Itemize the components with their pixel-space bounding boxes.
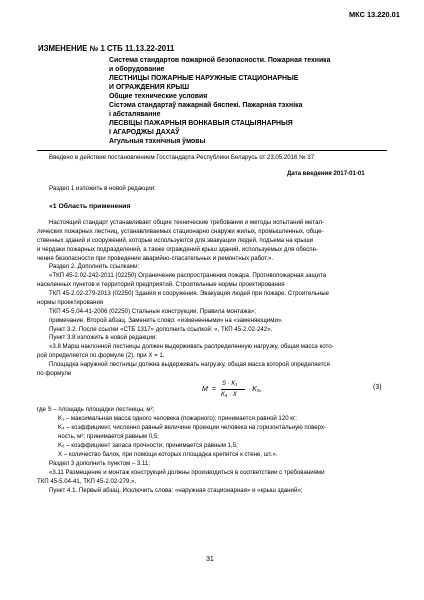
where-line: X – количество балок, при помощи которых площадка крепится к стене, шт.».: [58, 451, 278, 458]
title-by-line: Сістэма стандартаў пажарнай бяспекі. Пажарная тэхніка: [109, 102, 303, 109]
title-by-line: Агульныя тэхнічныя ўмовы: [109, 137, 206, 145]
reference-line: населенных пунктов и территорий предприятий. Строительные нормы проектирования: [37, 281, 285, 288]
note-line: примечание. Второй абзац. Заменить слово: «измененными» на «заменяющими».: [49, 317, 283, 324]
title-ru-line: Система стандартов пожарной безопасности. Пожарная техника: [109, 57, 331, 64]
where-line: K₄ – коэффициент, численно равный величине проекции человека на горизонтальную поверх-: [58, 424, 327, 431]
section2-add: Раздел 2. Дополнить ссылками:: [49, 263, 140, 270]
standard-code: МКС 13.220.01: [349, 10, 400, 19]
effective-notice: Введено в действие постановлением Госстандарта Республики Беларусь от 23.05.2016 № 37: [49, 154, 315, 161]
section1-intro: Раздел 1 изложить в новой редакции:: [49, 185, 156, 192]
scope-line: чения безопасности при проведении аварийно-спасательных и ремонтных работ.».: [37, 255, 274, 262]
reference-line: ТКП 45-5.04-41-2006 (02250) Стальные конструкции. Правила монтажа»;: [49, 308, 256, 315]
title-ru-line: Общие технические условия: [109, 92, 208, 100]
where-line: ность, м²; принимается равным 0,5;: [58, 433, 159, 440]
formula-tail: · K₅,: [248, 386, 262, 393]
reference-line: нормы проектирования: [37, 299, 104, 306]
where-line: K₅ – коэффициент запаса прочности; принимается равным 1,5;: [58, 442, 238, 449]
where-line: K₁ – максимальная масса одного человека (пожарного); принимается равной 120 кг;: [58, 415, 297, 422]
clause-3-8-intro: Пункт 3.8 изложить в новой редакции:: [49, 334, 157, 341]
clause-4-1: Пункт 4.1. Первый абзац. Исключить слова: «наружная стационарная» и «крыш зданий»;: [49, 487, 303, 494]
introduction-date: Дата введения 2017-01-01: [287, 170, 365, 177]
page-number: 31: [206, 556, 214, 563]
section1-heading: «1 Область применения: [49, 203, 131, 210]
formula-denominator: K₄ · X: [221, 392, 237, 398]
section3-add: Раздел 3 дополнить пунктом – 3.11:: [49, 460, 151, 467]
amendment-title: ИЗМЕНЕНИЕ № 1 СТБ 11.13.22-2011: [38, 44, 175, 53]
clause-3-11-line: «3.11 Размещение и монтаж конструкций должны производиться в соответствии с требованиями: [49, 469, 325, 476]
scope-line: и чердаки пожарных подразделений, а также ограждений крыш зданий, используемых для обеспе-: [37, 246, 318, 253]
clause-3-8-line: рой определяется по формуле (2), при X = 1.: [37, 352, 165, 359]
scope-line: ственных зданий и сооружений, которые используются для эвакуации людей, подъема на крыши: [37, 237, 314, 244]
clause-3-8-line: по формуле: [37, 370, 72, 377]
title-ru-line: И ОГРАЖДЕНИЯ КРЫШ: [109, 83, 190, 91]
title-ru-line: ЛЕСТНИЦЫ ПОЖАРНЫЕ НАРУЖНЫЕ СТАЦИОНАРНЫЕ: [109, 74, 299, 82]
reference-line: ТКП 45-2.02-279-2013 (02250) Здания и сооружения. Эвакуация людей при пожаре. Строительные: [49, 290, 330, 297]
title-by-line: ЛЕСВІЦЫ ПАЖАРНЫЯ ВОНКАВЫЯ СТАЦЫЯНАРНЫЯ: [109, 119, 293, 127]
formula-numerator: S · K₁: [222, 381, 238, 387]
title-by-line: І АГАРОДЖЫ ДАХАЎ: [109, 128, 180, 136]
formula-lhs: M: [202, 386, 208, 393]
scope-line: Настоящий стандарт устанавливает общие технические требования и методы испытаний метал-: [49, 219, 325, 226]
formula-eq: =: [212, 386, 217, 393]
where-line: где S – площадь площадки лестницы, м²;: [37, 406, 155, 413]
reference-line: «ТКП 45-2.02-242-2011 (02250) Ограничение распространения пожара. Противопожарная защита: [49, 272, 327, 279]
clause-3-8-line: «3.8 Марш наклонной лестницы должен выдерживать распределенную нагрузку, общая масса кото-: [49, 343, 334, 350]
clause-3-2: Пункт 3.2. После ссылки «СТБ 1317» дополнить ссылкой: «, ТКП 45-2.02-242».: [49, 326, 273, 333]
fraction-bar: [221, 389, 245, 390]
title-by-line: і абсталяванне: [109, 110, 161, 118]
clause-3-8-line: Площадка наружной лестницы должна выдерживать нагрузку, общая масса которой определяется: [49, 361, 330, 368]
formula-number: (3): [373, 384, 382, 391]
clause-3-11-line: ТКП 45-5.04-41, ТКП 45-2.02-279.».: [37, 478, 137, 485]
scope-line: лических пожарных лестниц, устанавливаемых стационарно снаружи жилых, промышленных, обще-: [37, 228, 324, 235]
title-ru-line: и оборудование: [109, 65, 165, 73]
